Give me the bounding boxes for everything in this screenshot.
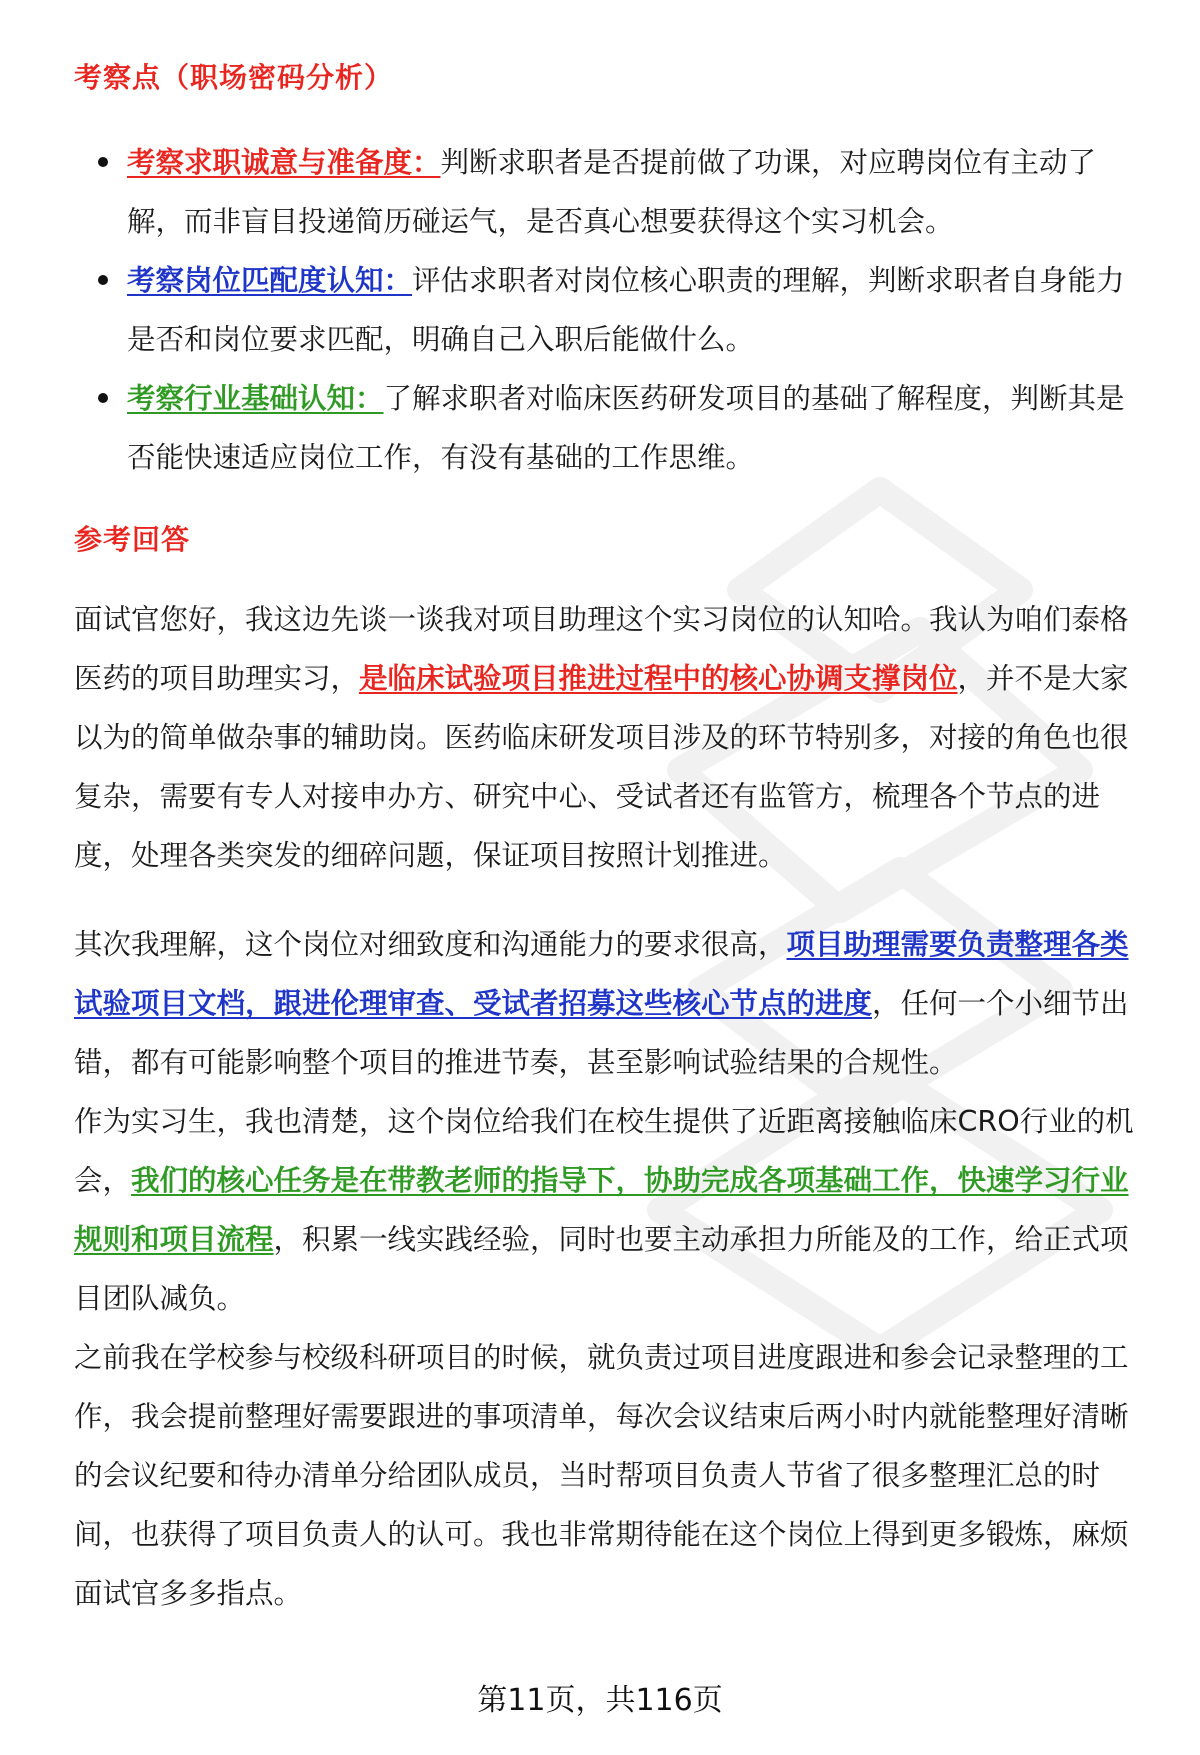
bullet-text: 了解求职者对临床医药研发项目的基础了解程度，判断其是否能快速适应岗位工作，有没有基础的工作思维。	[127, 382, 1125, 474]
paragraph-text: 作为实习生，我也清楚，这个岗位给我们在校生提供了近距离接触临床CRO行业的机会，	[74, 1105, 1134, 1197]
paragraph-text: ，并不是大家以为的简单做杂事的辅助岗。医药临床研发项目涉及的环节特别多，对接的角色也很复杂，需要有专人对接申办方、研究中心、受试者还有监管方，梳理各个节点的进度，处理各类突发的细碎问题，保证项目按照计划推进。	[74, 662, 1129, 872]
bullet-text: 评估求职者对岗位核心职责的理解，判断求职者自身能力是否和岗位要求匹配，明确自己入职后能做什么。	[127, 264, 1125, 356]
page-number: 第11页，共116页	[477, 1683, 723, 1718]
highlight-text: 是临床试验项目推进过程中的核心协调支撑岗位	[359, 662, 958, 695]
paragraph-text: 面试官您好，我这边先谈一谈我对项目助理这个实习岗位的认知哈。我认为咱们泰格医药的项目助理实习，	[74, 603, 1129, 695]
answer-paragraph-2	[74, 915, 1150, 1092]
answer-paragraph-4: 之前我在学校参与校级科研项目的时候，就负责过项目进度跟进和参会记录整理的工作，我会提前整理好需要跟进的事项清单，每次会议结束后两小时内就能整理好清晰的会议纪要和待办清单分给团队成员，当时帮项目负责人节省了很多整理汇总的时间，也获得了项目负责人的认可。我也非常期待能在这个岗位上得到更多锻炼，麻烦面试官多多指点。	[74, 1341, 1129, 1610]
bullet-dot-icon	[98, 275, 108, 285]
paragraph-text: ，任何一个小细节出错，都有可能影响整个项目的推进节奏，甚至影响试验结果的合规性。	[74, 987, 1129, 1079]
bullet-lead: 考察求职诚意与准备度：	[127, 146, 441, 179]
answer-paragraph-3	[74, 1092, 1150, 1328]
paragraph-text: ，积累一线实践经验，同时也要主动承担力所能及的工作，给正式项目团队减负。	[74, 1223, 1129, 1315]
highlight-text: 项目助理需要负责整理各类试验项目文档，跟进伦理审查、受试者招募这些核心节点的进度	[74, 928, 1129, 1020]
list-item	[0, 251, 1147, 369]
bullet-lead: 考察岗位匹配度认知：	[127, 264, 413, 297]
paragraph-text: 其次我理解，这个岗位对细致度和沟通能力的要求很高，	[74, 928, 787, 961]
list-item	[0, 369, 1147, 487]
bullet-lead: 考察行业基础认知：	[127, 382, 384, 415]
bullet-dot-icon	[98, 157, 108, 167]
heading-reference-answer: 参考回答	[74, 523, 191, 556]
bullet-dot-icon	[98, 393, 108, 403]
bullet-text: 判断求职者是否提前做了功课，对应聘岗位有主动了解，而非盲目投递简历碰运气，是否真心想要获得这个实习机会。	[127, 146, 1097, 238]
exam-points-list	[0, 133, 1200, 487]
highlight-text: 我们的核心任务是在带教老师的指导下，协助完成各项基础工作，快速学习行业规则和项目流程	[74, 1164, 1129, 1256]
answer-paragraph-1	[74, 590, 1150, 885]
heading-exam-points: 考察点（职场密码分析）	[74, 61, 394, 94]
list-item	[0, 133, 1147, 251]
